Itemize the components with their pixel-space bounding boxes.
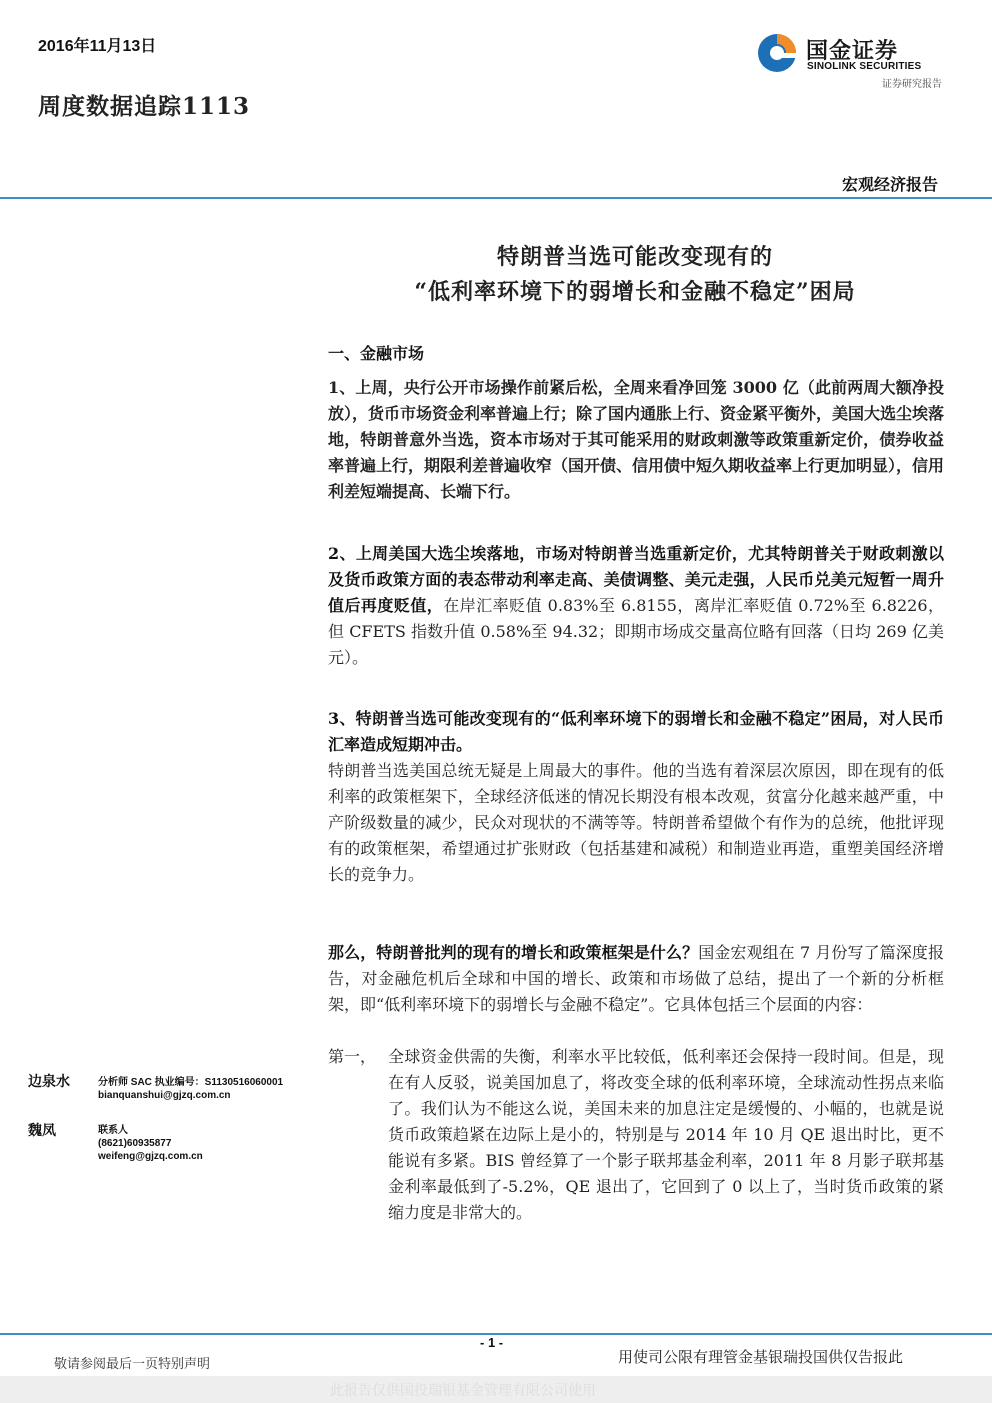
page-number: - 1 - <box>480 1335 504 1350</box>
paragraph-3 <box>328 706 944 888</box>
section-heading: 一、金融市场 <box>328 344 425 363</box>
headline-line-2: “低利率环境下的弱增长和金融不稳定”困局 <box>414 279 856 305</box>
headline-line-1: 特朗普当选可能改变现有的 <box>496 244 773 270</box>
author-2-email[interactable]: weifeng@gjzq.com.cn <box>98 1151 203 1162</box>
logo-emblem-icon <box>756 32 798 74</box>
author-1-id-label: 分析师 SAC 执业编号： <box>98 1077 205 1088</box>
author-1-id: S1130516060001 <box>204 1077 284 1088</box>
paragraph-2-bold: 2、上周美国大选尘埃落地，市场对特朗普当选重新定价，尤其特朗普关于财政刺激以及货币政策方面的表态带动利率走高、美债调整、美元走强，人民币兑美元短暂一周升值后再度贬值， <box>328 544 944 615</box>
logo-name-cn: 国金证券 <box>806 39 899 64</box>
company-logo <box>756 30 946 92</box>
author-name-2: 魏凤 <box>28 1123 56 1139</box>
paragraph-4-text: 国金宏观组在 7 月份写了篇深度报告，对金融危机后全球和中国的增长、政策和市场做了总结，提出了一个新的分析框架，即“低利率环境下的弱增长与金融不稳定”。它具体包括三个层面的内容： <box>328 943 944 1014</box>
logo-name-en: SINOLINK SECURITIES <box>807 61 922 72</box>
paragraph-5-label: 第一， <box>328 1047 377 1066</box>
author-2-phone: (8621)60935877 <box>98 1138 172 1149</box>
report-date: 2016年11月13日 <box>38 38 157 55</box>
report-title: 周度数据追踪1113 <box>38 93 251 120</box>
paragraph-3-bold: 3、特朗普当选可能改变现有的“低利率环境下的弱增长和金融不稳定”困局，对人民币汇率造成短期冲击。 <box>328 709 944 754</box>
paragraph-4 <box>328 940 944 1018</box>
footer-right-text: 用使司公限有理管金基银瑞投国供仅告报此 <box>618 1348 904 1366</box>
footer-watermark: 此报告仅供国投瑞银基金管理有限公司使用 <box>330 1383 596 1399</box>
paragraph-2 <box>328 541 944 671</box>
header-divider <box>0 197 992 199</box>
author-info-2 <box>98 1124 203 1163</box>
author-name-1: 边泉水 <box>28 1074 70 1090</box>
paragraph-3-text: 特朗普当选美国总统无疑是上周最大的事件。他的当选有着深层次原因，即在现有的低利率的政策框架下，全球经济低迷的情况长期没有根本改观，贫富分化越来越严重，中产阶级数量的减少，民众对现状的不满等等。特朗普希望做个有作为的总统，他批评现有的政策框架，希望通过扩张财政（包括基建和减税）和制造业再造，重塑美国经济增长的竞争力。 <box>328 761 944 884</box>
paragraph-5-text: 全球资金供需的失衡，利率水平比较低，低利率还会保持一段时间。但是，现在有人反驳，说美国加息了，将改变全球的低利率环境，全球流动性拐点来临了。我们认为不能这么说，美国未来的加息注定是缓慢的、小幅的，也就是说货币政策趋紧在边际上是小的，特别是与 2014 年 10 月 QE 退出时比，更不能说有多紧。BIS 曾经算了一个影子联邦基金利率，2011 年 8 月影子联邦基金利率最低到了-5.2%，QE 退出了，它回到了 0 以上了，当时货币政策的紧缩力度是非常大的。 <box>388 1047 944 1222</box>
report-type: 宏观经济报告 <box>841 175 938 194</box>
author-info-1 <box>98 1076 283 1102</box>
author-2-role: 联系人 <box>98 1125 128 1136</box>
paragraph-5 <box>328 1044 944 1226</box>
footer-disclaimer: 敬请参阅最后一页特别声明 <box>54 1357 211 1372</box>
paragraph-4-bold: 那么，特朗普批判的现有的增长和政策框架是什么？ <box>328 943 699 962</box>
paragraph-2-text: 在岸汇率贬值 0.83%至 6.8155，离岸汇率贬值 0.72%至 6.8226，但 CFETS 指数升值 0.58%至 94.32；即期市场成交量高位略有回落（日均 269 亿美元）。 <box>328 596 944 667</box>
paragraph-1: 1、上周，央行公开市场操作前紧后松，全周来看净回笼 3000 亿（此前两周大额净投放），货币市场资金利率普遍上行；除了国内通胀上行、资金紧平衡外，美国大选尘埃落地，特朗普意外当选，资本市场对于其可能采用的财政刺激等政策重新定价，债券收益率普遍上行，期限利差普遍收窄（国开债、信用债中短久期收益率上行更加明显），信用利差短端提高、长端下行。 <box>328 378 945 501</box>
logo-subtitle: 证券研究报告 <box>882 79 942 90</box>
author-1-email[interactable]: bianquanshui@gjzq.com.cn <box>98 1090 231 1101</box>
